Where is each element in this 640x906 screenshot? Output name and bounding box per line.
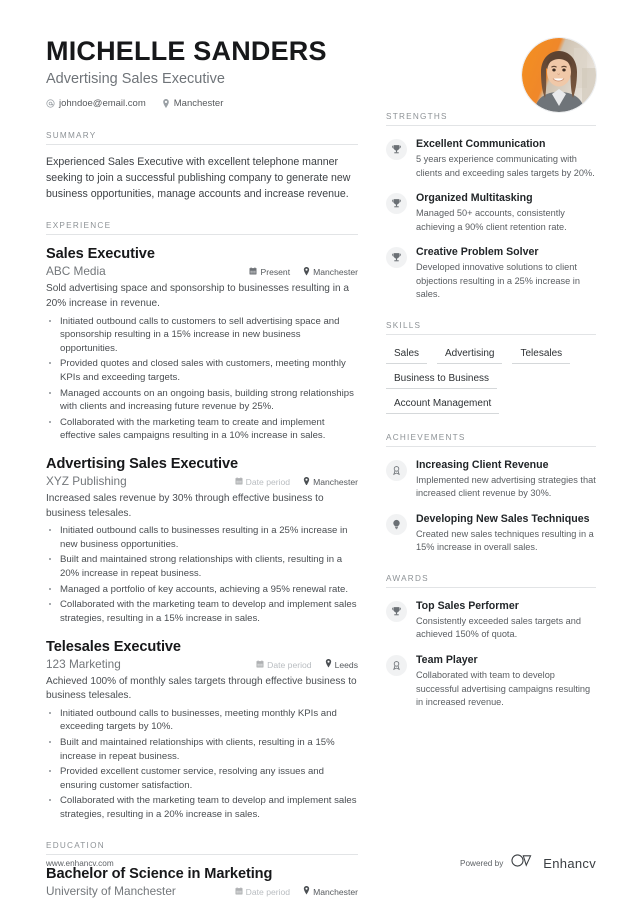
- strength-item: [386, 138, 596, 180]
- award-medal-icon: [386, 655, 407, 676]
- entry-meta-group: [235, 477, 358, 488]
- list-item: Collaborated with the marketing team to create and implement effective sales campaigns resulting in a 10% increase in sales.: [46, 416, 358, 443]
- entry-location-text: Manchester: [313, 267, 358, 278]
- section-heading-skills: SKILLS: [386, 320, 422, 330]
- page-footer: [46, 854, 596, 872]
- entry-title: Sales Executive: [46, 246, 155, 263]
- entry-organization: University of Manchester: [46, 883, 176, 898]
- skill-tag: Telesales: [512, 346, 570, 364]
- strength-item: [386, 192, 596, 234]
- award-medal-icon: [386, 460, 407, 481]
- award-item: [386, 654, 596, 710]
- contact-email[interactable]: [46, 98, 146, 109]
- section-experience: [46, 221, 358, 821]
- entry-date-text: Present: [260, 267, 291, 278]
- divider: [386, 125, 596, 126]
- location-pin-icon: [303, 477, 310, 488]
- entry-date-text: Date period: [245, 886, 291, 897]
- entry-organization: 123 Marketing: [46, 656, 121, 671]
- item-body: [416, 654, 596, 710]
- entry-location-text: Manchester: [313, 886, 358, 897]
- footer-website-link[interactable]: www.enhancv.com: [46, 858, 114, 868]
- location-pin-icon: [325, 659, 332, 670]
- item-description: Consistently exceeded sales targets and achieved 150% of quota.: [416, 616, 581, 640]
- item-title: Developing New Sales Techniques: [416, 512, 590, 525]
- section-strengths: [386, 112, 596, 302]
- skills-list: [386, 346, 596, 414]
- section-heading-experience: EXPERIENCE: [46, 221, 112, 231]
- item-description: Created new sales techniques resulting in a 15% increase in overall sales.: [416, 528, 594, 553]
- entry-date: [235, 887, 290, 897]
- item-description: Collaborated with team to develop successful advertising campaigns resulting in increased revenue.: [416, 670, 591, 707]
- skill-tag: Business to Business: [386, 371, 497, 389]
- list-item: Collaborated with the marketing team to develop and implement sales strategies, resulting in a 15% increase in sales.: [46, 598, 358, 625]
- entry-title: Telesales Executive: [46, 638, 181, 655]
- trophy-icon: [386, 193, 407, 214]
- calendar-icon: [256, 660, 264, 670]
- divider: [386, 587, 596, 588]
- entry-meta: [46, 264, 358, 278]
- item-title: Top Sales Performer: [416, 599, 519, 612]
- item-description: Implemented new advertising strategies that increased client revenue by 30%.: [416, 474, 596, 499]
- item-description: Managed 50+ accounts, consistently achieving a 90% client retention rate.: [416, 208, 567, 232]
- enhancv-infinity-icon: [511, 854, 537, 872]
- entry-location: [303, 477, 358, 488]
- list-item: Provided quotes and closed sales with customers, meeting monthly KPIs and exceeding targets.: [46, 357, 358, 384]
- location-pin-icon: [162, 99, 170, 108]
- skill-tag: Sales: [386, 346, 427, 364]
- contact-location-text: Manchester: [173, 98, 224, 110]
- strength-item: [386, 246, 596, 302]
- experience-entry: [46, 456, 358, 626]
- item-title: Team Player: [416, 653, 478, 666]
- entry-date-text: Date period: [267, 659, 312, 670]
- entry-meta: [46, 657, 358, 671]
- trophy-icon: [386, 139, 407, 160]
- skill-tag: Advertising: [437, 346, 502, 364]
- divider: [46, 144, 358, 145]
- entry-organization: ABC Media: [46, 264, 106, 279]
- list-item: Built and maintained strong relationships with clients, resulting in a 20% increase in repeat business.: [46, 553, 358, 580]
- trophy-icon: [386, 601, 407, 622]
- awards-list: [386, 600, 596, 710]
- contact-location: [162, 98, 224, 109]
- section-awards: [386, 574, 596, 710]
- list-item: Initiated outbound calls to businesses, meeting monthly KPIs and exceeding targets by 10%.: [46, 707, 358, 734]
- entry-meta-group: [256, 659, 358, 670]
- location-pin-icon: [303, 267, 310, 278]
- item-body: [416, 246, 596, 302]
- main-column: [46, 112, 358, 898]
- divider: [46, 234, 358, 235]
- entry-meta: [46, 474, 358, 488]
- entry-bullet-list: [46, 524, 358, 625]
- item-body: [416, 192, 596, 234]
- entry-date: [256, 660, 311, 670]
- entry-location: [325, 659, 358, 670]
- entry-location-text: Manchester: [313, 477, 358, 488]
- entry-date: [249, 267, 290, 277]
- entry-description: Sold advertising space and sponsorship to businesses resulting in a 20% increase in revenue.: [46, 283, 349, 309]
- section-achievements: [386, 433, 596, 555]
- entry-meta-group: [249, 267, 358, 278]
- entry-location: [303, 267, 358, 278]
- item-title: Organized Multitasking: [416, 192, 533, 205]
- powered-by-label: Powered by: [460, 858, 504, 868]
- job-title: Advertising Sales Executive: [46, 71, 225, 88]
- item-body: [416, 600, 596, 642]
- section-skills: [386, 321, 596, 414]
- location-pin-icon: [303, 886, 310, 897]
- entry-bullet-list: [46, 315, 358, 443]
- achievement-item: [386, 513, 596, 555]
- section-heading-achievements: ACHIEVEMENTS: [386, 432, 466, 442]
- powered-by-block: [460, 854, 596, 872]
- section-heading-strengths: STRENGTHS: [386, 112, 448, 121]
- entry-organization: XYZ Publishing: [46, 474, 127, 489]
- calendar-icon: [235, 887, 243, 897]
- divider: [386, 446, 596, 447]
- list-item: Managed accounts on an ongoing basis, building strong relationships with clients and increasing future revenue by 25%.: [46, 387, 358, 414]
- section-heading-summary: SUMMARY: [46, 131, 97, 140]
- trophy-icon: [386, 247, 407, 268]
- entry-meta-group: [235, 886, 358, 897]
- list-item: Collaborated with the marketing team to develop and implement sales strategies, resulting in a 20% increase in sales.: [46, 794, 358, 821]
- list-item: Initiated outbound calls to businesses resulting in a 25% increase in new business opportunities.: [46, 524, 358, 551]
- calendar-icon: [249, 267, 257, 277]
- item-title: Creative Problem Solver: [416, 246, 539, 259]
- item-body: [416, 459, 596, 501]
- contact-list: [46, 98, 327, 109]
- item-description: 5 years experience communicating with clients and exceeding sales targets by 20%.: [416, 154, 595, 178]
- list-item: Managed a portfolio of key accounts, achieving a 95% renewal rate.: [46, 583, 358, 597]
- entry-location: [303, 886, 358, 897]
- at-icon: [46, 99, 55, 108]
- entry-title: Advertising Sales Executive: [46, 456, 238, 473]
- item-body: [416, 138, 596, 180]
- brand-logo: [511, 854, 596, 872]
- skill-tag: Account Management: [386, 396, 499, 414]
- section-summary: [46, 131, 358, 202]
- resume-header: [46, 36, 596, 112]
- entry-date-text: Date period: [245, 477, 291, 488]
- list-item: Provided excellent customer service, resolving any issues and ensuring customer satisfaction.: [46, 765, 358, 792]
- experience-entry: [46, 639, 358, 822]
- entry-description: Increased sales revenue by 30% through effective business to business telesales.: [46, 493, 324, 519]
- achievement-item: [386, 459, 596, 501]
- experience-list: [46, 246, 358, 821]
- list-item: Initiated outbound calls to customers to sell advertising space and sponsorship resulting in a 15% increase in new business opportunities.: [46, 315, 358, 356]
- header-identity: [46, 36, 327, 109]
- divider: [386, 334, 596, 335]
- entry-bullet-list: [46, 707, 358, 822]
- section-heading-awards: AWARDS: [386, 573, 429, 583]
- award-item: [386, 600, 596, 642]
- lightbulb-icon: [386, 514, 407, 535]
- resume-columns: [46, 112, 596, 898]
- strengths-list: [386, 138, 596, 302]
- entry-date: [235, 477, 290, 487]
- item-title: Excellent Communication: [416, 138, 546, 150]
- avatar: [522, 38, 596, 112]
- entry-title: Bachelor of Science in Marketing: [46, 865, 273, 882]
- entry-meta: [46, 884, 358, 898]
- section-heading-education: EDUCATION: [46, 840, 105, 850]
- contact-email-text: johndoe@email.com: [59, 98, 146, 110]
- item-description: Developed innovative solutions to client objections resulting in a 25% increase in sales.: [416, 262, 580, 300]
- entry-description: Achieved 100% of monthly sales targets through effective business to business telesales.: [46, 675, 357, 702]
- brand-name: Enhancv: [543, 855, 596, 871]
- summary-text: Experienced Sales Executive with excellent telephone manner seeking to join a successful publishing company to generate new business opportunities, manage accounts and increase revenue.: [46, 156, 351, 201]
- achievements-list: [386, 459, 596, 555]
- item-body: [416, 513, 596, 555]
- item-title: Increasing Client Revenue: [416, 458, 549, 471]
- page-title: MICHELLE SANDERS: [46, 36, 327, 66]
- calendar-icon: [235, 477, 243, 487]
- list-item: Built and maintained relationships with clients, resulting in a 15% increase in repeat business.: [46, 736, 358, 763]
- sidebar-column: [386, 112, 596, 709]
- entry-location-text: Leeds: [334, 659, 358, 670]
- experience-entry: [46, 246, 358, 443]
